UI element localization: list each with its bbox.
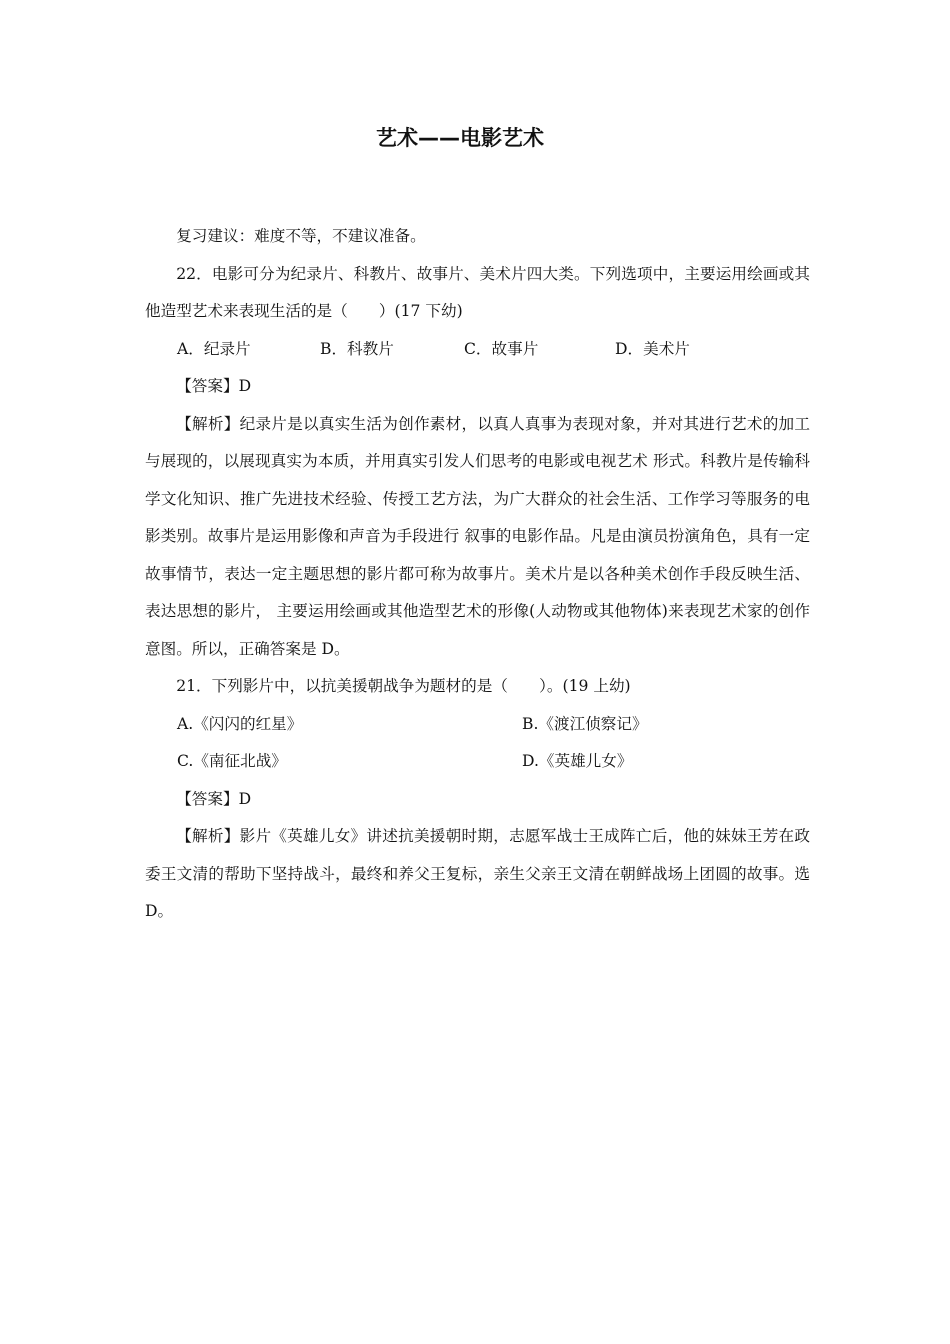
question-21-analysis: 【解析】影片《英雄儿女》讲述抗美援朝时期，志愿军战士王成阵亡后，他的妹妹王芳在政委王文清的帮助下坚持战斗，最终和养父王复标，亲生父亲王文清在朝鲜战场上团圆的故事。选 D。 [145, 827, 810, 920]
question-21-options-row-2 [177, 743, 810, 781]
question-22-stem: 22．电影可分为纪录片、科教片、故事片、美术片四大类。下列选项中，主要运用绘画或其他造型艺术来表现生活的是（ ）(17 下幼) [145, 264, 810, 320]
option-a: A．纪录片 [177, 339, 251, 358]
option-d: D．美术片 [615, 339, 690, 358]
question-22-options [177, 331, 810, 369]
document-body [145, 218, 810, 931]
question-22-analysis: 【解析】纪录片是以真实生活为创作素材，以真人真事为表现对象，并对其进行艺术的加工与展现的，以展现真实为本质，并用真实引发人们思考的电影或电视艺术 形式。科教片是传输科学文化知识、推广先进技术经验、传授工艺方法，为广大群众的社会生活、工作学习等服务的电影类别。故事片是运用影像和声音为手段进行 叙事的电影作品。凡是由演员扮演角色，具有一定故事情节，表达一定主题思想的影片都可称为故事片。美术片是以各种美术创作手段反映生活、表达思想的影片， 主要运用绘画或其他造型艺术的形像(人动物或其他物体)来表现艺术家的创作意图。所以，正确答案是 D。 [145, 414, 810, 658]
review-advice: 复习建议：难度不等，不建议准备。 [176, 227, 426, 245]
option-c: C.《南征北战》 [177, 752, 287, 770]
question-21-stem: 21．下列影片中，以抗美援朝战争为题材的是（ ）。(19 上幼) [176, 677, 631, 695]
option-b: B.《渡江侦察记》 [522, 714, 648, 733]
option-a: A.《闪闪的红星》 [177, 714, 303, 733]
option-c: C．故事片 [464, 339, 539, 358]
option-d: D.《英雄儿女》 [522, 752, 633, 770]
page-title: 艺术——电影艺术 [376, 126, 544, 150]
question-21-options-row-1 [177, 706, 810, 744]
option-b: B．科教片 [320, 339, 394, 358]
question-21-answer: 【答案】D [176, 789, 252, 808]
question-22-answer: 【答案】D [176, 377, 252, 395]
